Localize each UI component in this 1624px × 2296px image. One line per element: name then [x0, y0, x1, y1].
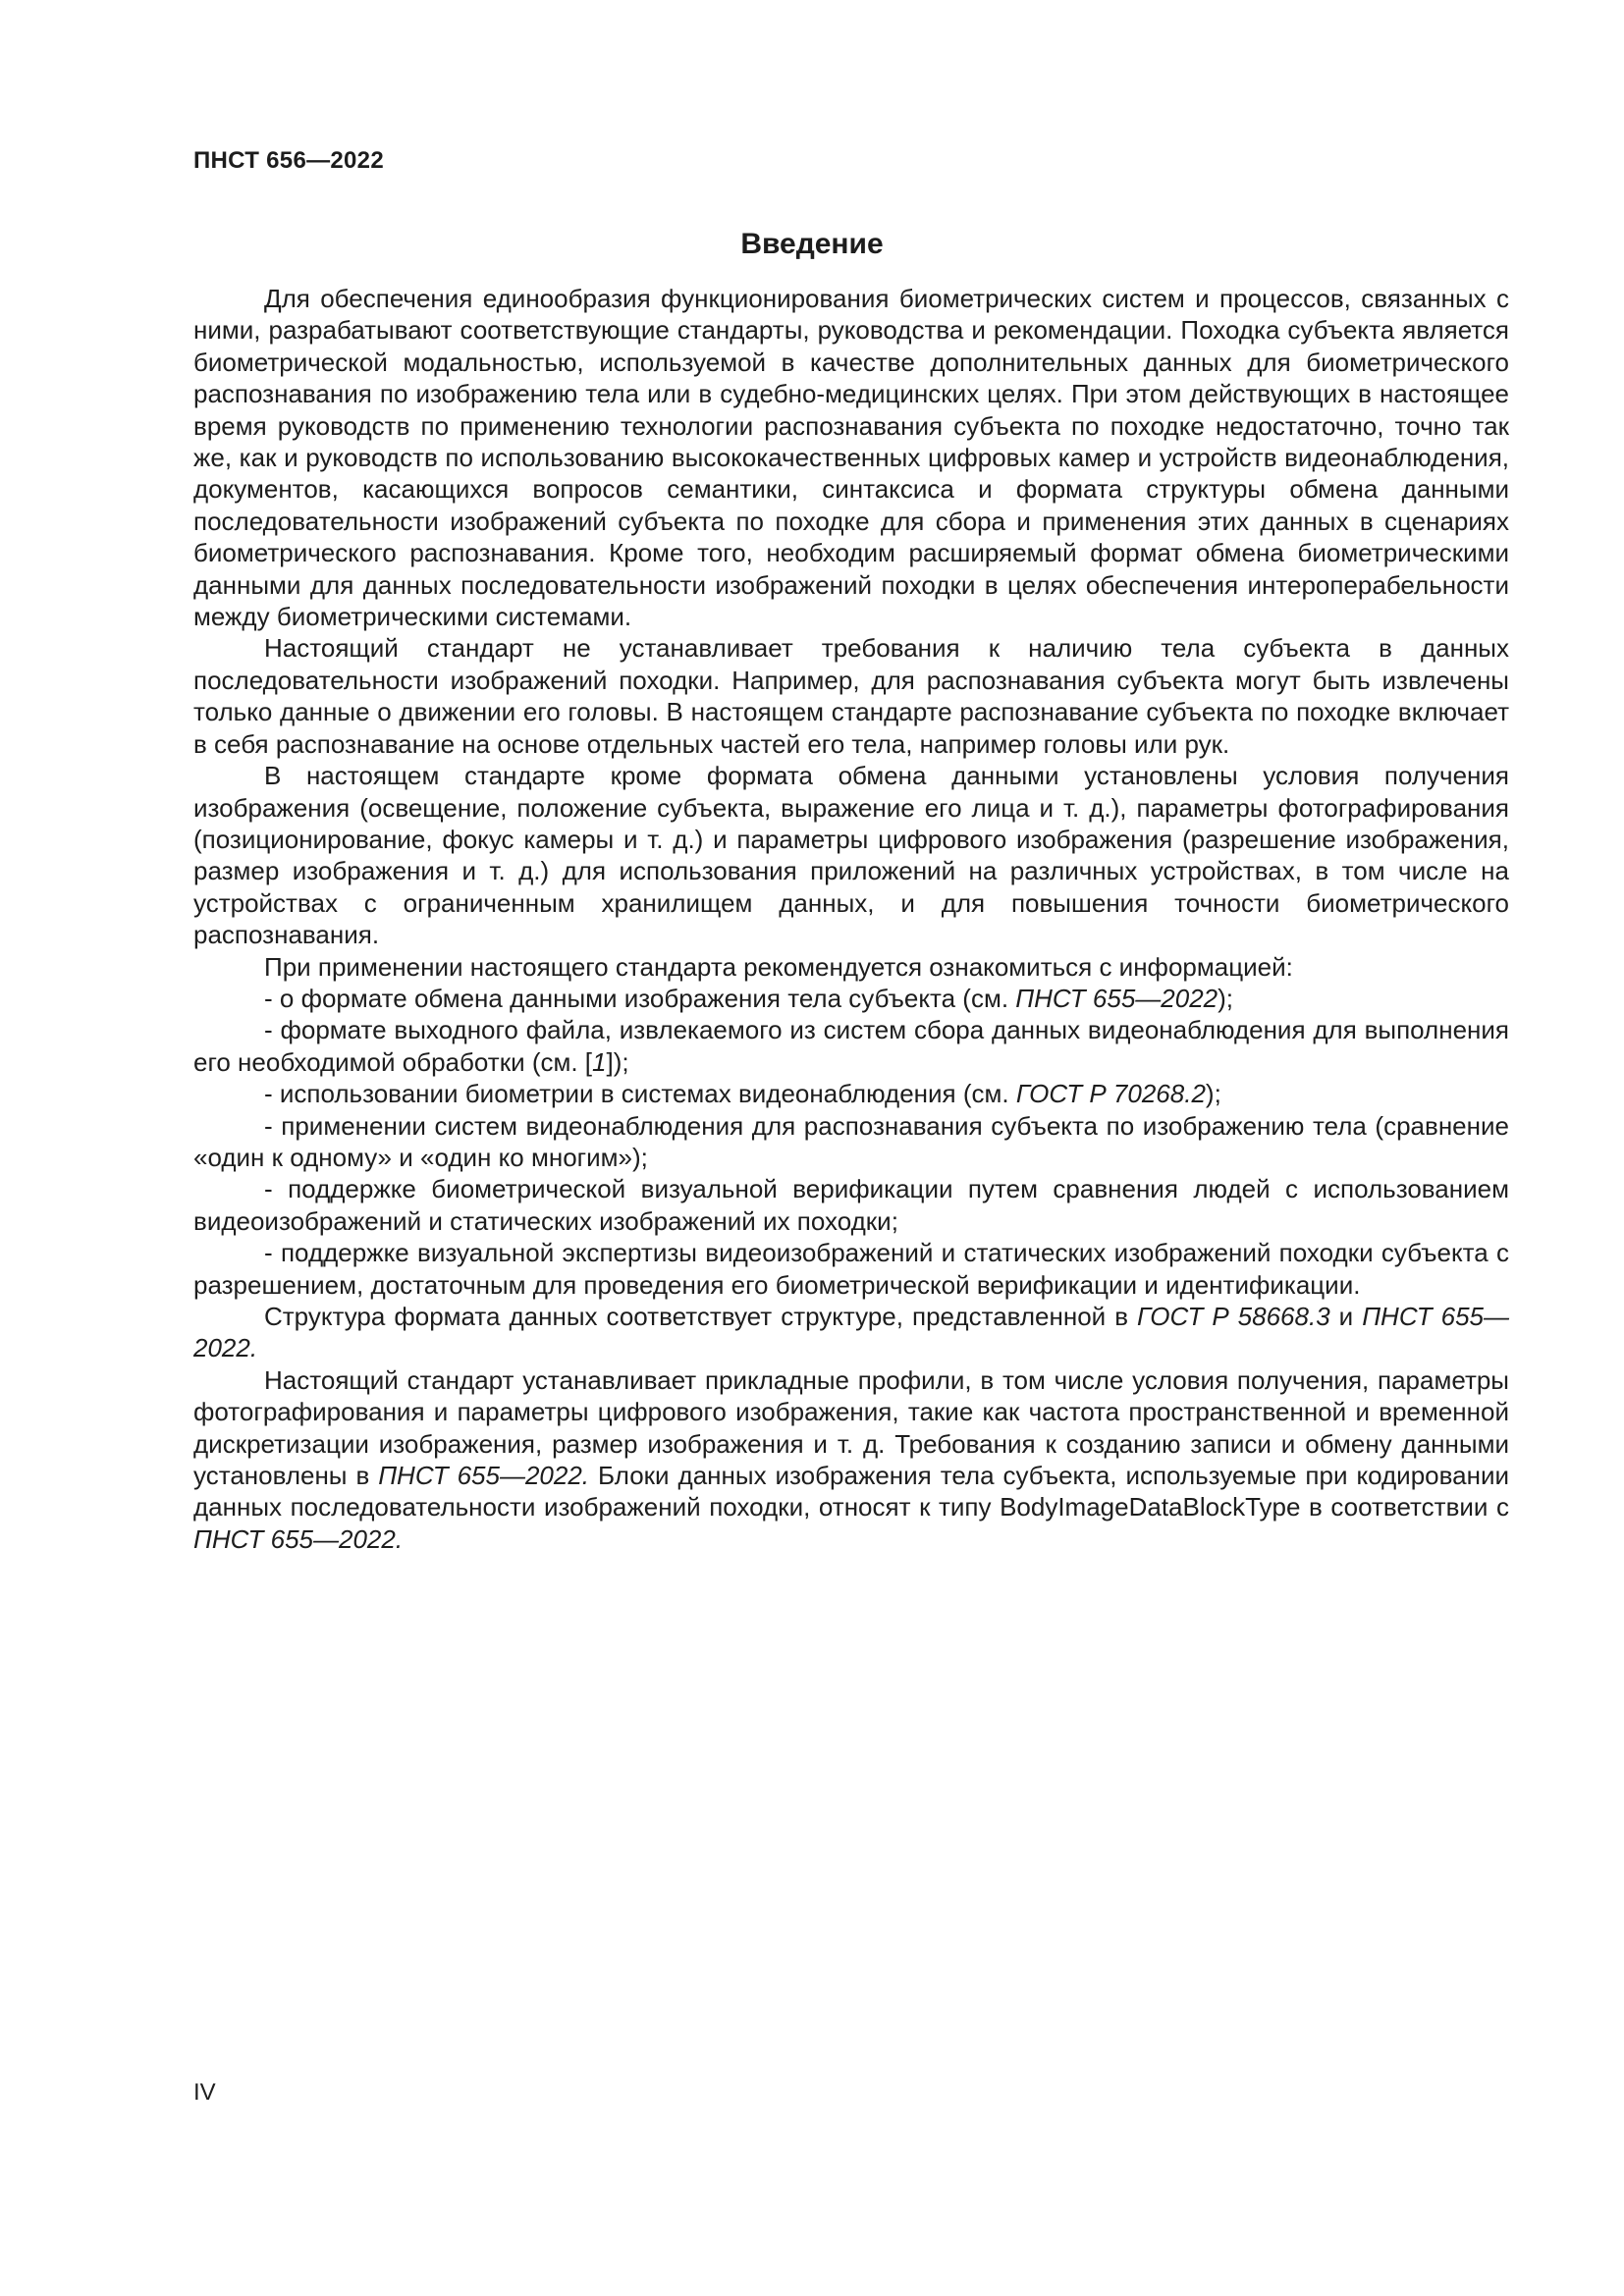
paragraph: При применении настоящего стандарта рекомендуется ознакомиться с информацией: [264, 951, 1293, 982]
list-item [193, 983, 1509, 1014]
paragraph: Настоящий стандарт не устанавливает требования к наличию тела субъекта в данных последовательности изображений походки. Например, для распознавания субъекта могут быть извлечены только данные о движении его головы. В настоящем стандарте распознавание субъекта по походке включает в себя распознавание на основе отдельных частей его тела, например головы или рук. [193, 633, 1509, 759]
list-item: - применении систем видеонаблюдения для распознавания субъекта по изображению тела (сравнение «один к одному» и «один ко многим»); [193, 1110, 1509, 1172]
document-header: ПНСТ 656—2022 [193, 147, 384, 174]
standard-reference: ПНСТ 655—2022 [1015, 983, 1218, 1013]
standard-reference: ПНСТ 655—2022. [193, 1302, 1509, 1363]
list-item: - поддержке биометрической визуальной верификации путем сравнения людей с использованием видеоизображений и статических изображений их походки; [193, 1174, 1509, 1236]
list-item-text: ); [1218, 983, 1234, 1013]
standard-reference: ГОСТ Р 70268.2 [1015, 1079, 1206, 1109]
list-item-text: ); [1205, 1079, 1221, 1109]
standard-reference: ПНСТ 655—2022. [378, 1461, 590, 1491]
list-item-text: - формате выходного файла, извлекаемого из систем сбора данных видеонаблюдения для выполнения его необходимой обработки (см. [ [193, 1015, 1509, 1077]
list-item [193, 1014, 1509, 1078]
list-item-text: - использовании биометрии в системах видеонаблюдения (см. [264, 1079, 1016, 1109]
paragraph-text: и [1329, 1302, 1363, 1331]
paragraph: Для обеспечения единообразия функционирования биометрических систем и процессов, связанных с ними, разрабатывают соответствующие стандарты, руководства и рекомендации. Походка субъекта является биометрической модальностью, используемой в качестве дополнительных данных для биометрического распознавания по изображению тела или в судебно-медицинских целях. При этом действующих в настоящее время руководств по применению технологии распознавания субъекта по походке недостаточно, точно так же, как и руководств по использованию высококачественных цифровых камер и устройств видеонаблюдения, документов, касающихся вопросов семантики, синтаксиса и формата структуры обмена данными последовательности изображений субъекта по походке для сбора и применения этих данных в сценариях биометрического распознавания. Кроме того, необходим расширяемый формат обмена биометрическими данными для данных последовательности изображений походки в целях обеспечения интероперабельности между биометрическими системами. [193, 284, 1509, 632]
body-text [193, 283, 1509, 1555]
list-item-text: - о формате обмена данными изображения тела субъекта (см. [264, 983, 1016, 1013]
paragraph-text: Структура формата данных соответствует структуре, представленной в [264, 1302, 1138, 1331]
paragraph [193, 1301, 1509, 1364]
page-number: IV [193, 2079, 216, 2106]
paragraph-text: Блоки данных изображения тела субъекта, используемые при кодировании данных последовательности изображений походки, относят к типу BodyImageDataBlockType в соответствии с [193, 1461, 1510, 1522]
paragraph-text: Настоящий стандарт устанавливает прикладные профили, в том числе условия получения, параметры фотографирования и параметры цифрового изображения, такие как частота пространственной и временной дискретизации изображения, размер изображения и т. д. Требования к созданию записи и обмену данными установлены в [193, 1364, 1509, 1491]
bibliography-reference: 1 [592, 1046, 607, 1077]
list-item-text: ]); [606, 1046, 629, 1077]
section-title: Введение [740, 228, 884, 260]
list-item: - поддержке визуальной экспертизы видеоизображений и статических изображений походки субъекта с разрешением, достаточным для проведения его биометрической верификации и идентификации. [193, 1238, 1509, 1300]
standard-reference: ПНСТ 655—2022. [193, 1523, 404, 1554]
paragraph [193, 1364, 1509, 1555]
paragraph: В настоящем стандарте кроме формата обмена данными установлены условия получения изображения (освещение, положение субъекта, выражение его лица и т. д.), параметры фотографирования (позиционирование, фокус камеры и т. д.) и параметры цифрового изображения (разрешение изображения, размер изображения и т. д.) для использования приложений на различных устройствах, в том числе на устройствах с ограниченным хранилищем данных, и для повышения точности биометрического распознавания. [193, 761, 1509, 950]
standard-reference: ГОСТ Р 58668.3 [1137, 1302, 1330, 1331]
list-item [193, 1078, 1509, 1109]
